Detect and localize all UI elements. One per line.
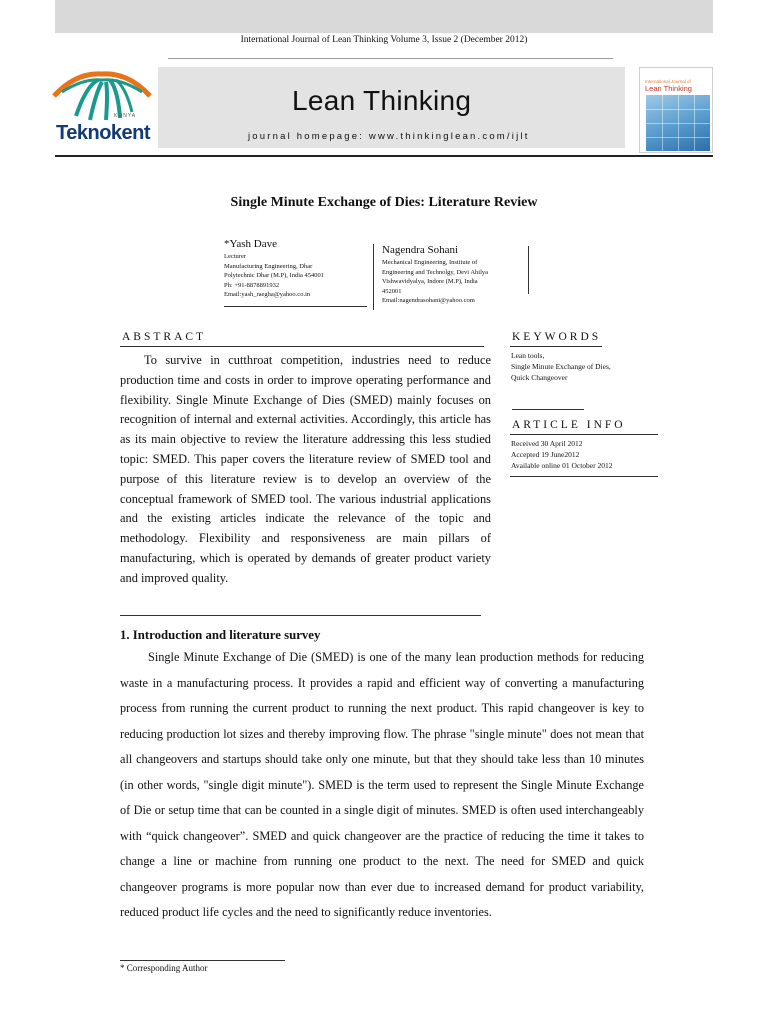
affiliation-line: Manufacturing Engineering, Dhar (224, 262, 313, 270)
author-email: Email:nagendrasohani@yahoo.com (382, 297, 475, 304)
keywords-heading: KEYWORDS (512, 331, 602, 343)
teknokent-logo (46, 66, 158, 148)
keyword-item: Lean tools, (511, 351, 545, 360)
author-email: Email:yash_raegha@yahoo.co.in (224, 291, 311, 298)
author-divider (373, 244, 374, 310)
keyword-item: Quick Changeover (511, 373, 568, 382)
article-info-list (511, 438, 613, 471)
keywords-list (511, 350, 611, 383)
journal-banner (158, 67, 625, 148)
footnote: * Corresponding Author (120, 963, 208, 973)
article-info-end-rule (510, 476, 658, 477)
cover-title (645, 78, 692, 92)
section-body-text: Single Minute Exchange of Die (SMED) is one of the many lean production methods for reducing waste in a manufacturing process. It provides a rapid and efficient way of converting a manufacturing process from running the current product to running the next product. This rapid changeover is key to reducing production lot sizes and thereby improving flow. The phrase "single minute" does not mean that all changeovers and startups should take only one minute, but that they should take less than 10 minutes (in other words, "single digit minute"). SMED is the term used to represent the Single Minute Exchange of Die or setup time that can be counted in a single digit of minutes. SMED is often used interchangeably with “quick changeover”. SMED and quick changeover are the practice of reducing the time it takes to change a line or machine from running one product to the next. The need for SMED and quick changeover programs is more popular now than ever due to increased demand for product variability, reduced product life cycles and the need to significantly reduce inventories. (120, 650, 644, 919)
keyword-item: Single Minute Exchange of Dies, (511, 362, 611, 371)
abstract-end-rule (120, 615, 481, 616)
author-affiliation (382, 258, 530, 306)
logo-wordmark: Teknokent (56, 122, 151, 144)
accepted-date: Accepted 19 June2012 (511, 450, 580, 459)
section-heading: 1. Introduction and literature survey (120, 628, 321, 642)
abstract-rule (120, 346, 484, 347)
affiliation-line: 452001 (382, 287, 402, 295)
journal-homepage: journal homepage: www.thinkinglean.com/ijlt (248, 131, 530, 142)
cover-title-text: Lean Thinking (645, 84, 692, 93)
cover-graphic (646, 95, 710, 151)
affiliation-line: Engineering and Technolgy, Devi Ahilya (382, 268, 489, 276)
author-divider (528, 246, 529, 294)
keywords-rule (510, 346, 602, 347)
banner-title: Lean Thinking (292, 85, 472, 116)
keywords-separator (512, 409, 584, 410)
author-name: *Yash Dave (224, 238, 277, 250)
abstract-heading: ABSTRACT (122, 331, 207, 343)
top-gray-bar (55, 0, 713, 33)
article-info-rule (510, 434, 658, 435)
affiliation-line: Polytechnic Dhar (M.P), India 454001 (224, 272, 325, 279)
affiliation-line: Vishwavidyalya, Indore (M.P), India (382, 278, 478, 285)
header-rule (55, 155, 713, 157)
journal-citation: International Journal of Lean Thinking Volume 3, Issue 2 (December 2012) (240, 35, 528, 45)
cover-small-text: International Journal of (645, 79, 691, 84)
author-name: Nagendra Sohani (382, 244, 459, 256)
paper-title: Single Minute Exchange of Dies: Literature Review (230, 195, 538, 210)
logo-emblem-icon (46, 66, 158, 126)
journal-cover-thumbnail (639, 67, 713, 153)
received-date: Received 30 April 2012 (511, 439, 583, 448)
author-block-2 (382, 244, 530, 306)
article-info-heading: ARTICLE INFO (512, 419, 626, 431)
footnote-rule (120, 960, 285, 961)
online-date: Available online 01 October 2012 (511, 461, 613, 470)
author-affiliation (224, 252, 364, 300)
author-rule (224, 306, 367, 307)
affiliation-line: Mechanical Engineering, Institute of (382, 259, 478, 266)
logo-subtext: KONYA (114, 113, 137, 119)
author-block-1 (224, 238, 364, 300)
abstract-text: To survive in cutthroat competition, industries need to reduce production time and costs in order to improve operating performance and flexibility. Single Minute Exchange of Dies (SMED) mainly focuses on recognition of internal and external activities. Accordingly, this article has as its main objective to review the literature addressing this less studied topic: SMED. This paper covers the literature review of SMED tool and purpose of this literature review is to develop an overview of the conceptual framework of SMED tool. The various industrial applications and the existing articles indicate the relevance of the topic and methodology. Flexibility and responsiveness are main pillars of manufacturing, which is operated by demands of greater product variety and improved quality. (120, 353, 491, 585)
affiliation-line: Ph: +91-8878891932 (224, 281, 280, 289)
affiliation-line: Lecturer (224, 253, 247, 260)
citation-rule (168, 58, 613, 59)
